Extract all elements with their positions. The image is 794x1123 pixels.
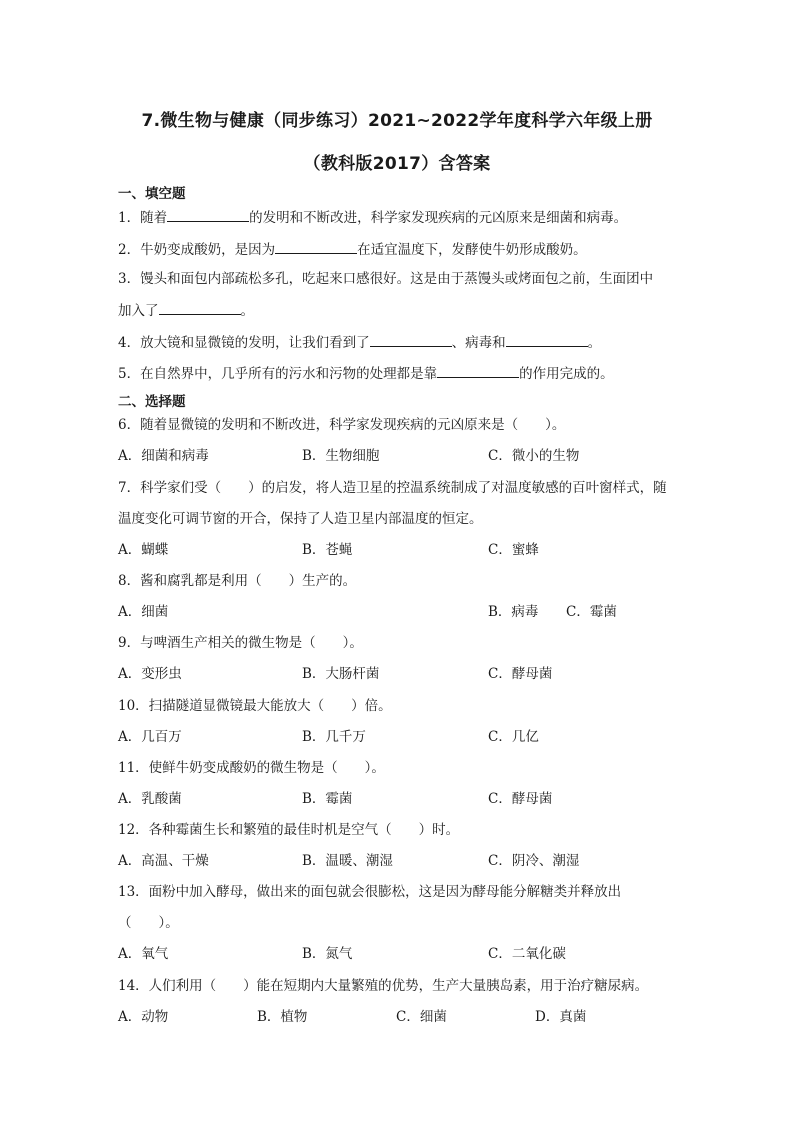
question-7-stem-line-2: 温度变化可调节窗的开合，保持了人造卫星内部温度的恒定。 (118, 511, 483, 527)
question-12-option-b: B．温暖、潮湿 (302, 853, 393, 869)
question-4-text-c: 。 (587, 335, 602, 351)
section-heading-multiple-choice: 二、选择题 (118, 394, 186, 410)
answer-blank (159, 301, 241, 315)
question-13-option-b: B．氮气 (302, 946, 353, 962)
question-13-stem-line-2: （ ）。 (118, 915, 179, 931)
question-3-line-2 (118, 301, 254, 320)
question-6-stem: 6．随着显微镜的发明和不断改进，科学家发现疾病的元凶原来是（ ）。 (118, 417, 566, 433)
question-11-option-b: B．霉菌 (302, 791, 353, 807)
question-10-stem: 10．扫描隧道显微镜最大能放大（ ）倍。 (118, 698, 392, 714)
question-14-option-a: A．动物 (118, 1009, 169, 1025)
question-6-option-c: C．微小的生物 (488, 448, 580, 464)
question-9-option-c: C．酵母菌 (488, 666, 553, 682)
question-5-text-a: 5．在自然界中，几乎所有的污水和污物的处理都是靠 (118, 366, 438, 382)
question-7-option-a: A．蝴蝶 (118, 542, 169, 558)
answer-blank (167, 208, 249, 222)
question-10-option-c: C．几亿 (488, 729, 539, 745)
answer-blank (506, 333, 588, 347)
question-5-text-b: 的作用完成的。 (519, 366, 614, 382)
question-2 (118, 240, 587, 259)
question-9-option-a: A．变形虫 (118, 666, 182, 682)
question-12-stem: 12．各种霉菌生长和繁殖的最佳时机是空气（ ）时。 (118, 822, 460, 838)
question-14-option-b: B．植物 (257, 1009, 308, 1025)
question-8-option-c: C．霉菌 (566, 604, 617, 620)
document-title-line-2: （教科版2017）含答案 (303, 154, 491, 174)
question-8-option-a: A．细菌 (118, 604, 169, 620)
question-2-text-a: 2．牛奶变成酸奶，是因为 (118, 242, 276, 258)
question-13-stem-line-1: 13．面粉中加入酵母，做出来的面包就会很膨松，这是因为酵母能分解糖类并释放出 (118, 884, 622, 900)
document-title-line-1: 7.微生物与健康（同步练习）2021~2022学年度科学六年级上册 (141, 111, 653, 131)
question-8-option-b: B．病毒 (488, 604, 539, 620)
question-4-text-b: 、病毒和 (451, 335, 506, 351)
question-12-option-a: A．高温、干燥 (118, 853, 209, 869)
question-1-text-b: 的发明和不断改进，科学家发现疾病的元凶原来是细菌和病毒。 (249, 210, 628, 226)
question-7-option-c: C．蜜蜂 (488, 542, 539, 558)
question-12-option-c: C．阴冷、潮湿 (488, 853, 580, 869)
question-11-option-a: A．乳酸菌 (118, 791, 182, 807)
question-6-option-a: A．细菌和病毒 (118, 448, 209, 464)
question-14-stem: 14．人们利用（ ）能在短期内大量繁殖的优势，生产大量胰岛素，用于治疗糖尿病。 (118, 978, 649, 994)
section-heading-fill-in: 一、填空题 (118, 186, 186, 202)
question-1 (118, 208, 627, 227)
question-14-option-c: C．细菌 (396, 1009, 447, 1025)
question-8-stem: 8．酱和腐乳都是利用（ ）生产的。 (118, 573, 357, 589)
question-7-stem-line-1: 7．科学家们受（ ）的启发，将人造卫星的控温系统制成了对温度敏感的百叶窗样式，随 (118, 480, 667, 496)
question-14-option-d: D．真菌 (535, 1009, 587, 1025)
question-11-stem: 11．使鲜牛奶变成酸奶的微生物是（ ）。 (118, 760, 385, 776)
question-7-option-b: B．苍蝇 (302, 542, 353, 558)
question-1-text-a: 1．随着 (118, 210, 168, 226)
question-4-text-a: 4．放大镜和显微镜的发明，让我们看到了 (118, 335, 370, 351)
question-9-option-b: B．大肠杆菌 (302, 666, 380, 682)
question-10-option-a: A．几百万 (118, 729, 182, 745)
question-5 (118, 364, 614, 383)
question-3-line-1: 3．馒头和面包内部疏松多孔，吃起来口感很好。这是由于蒸馒头或烤面包之前，生面团中 (118, 271, 654, 287)
question-13-option-a: A．氧气 (118, 946, 169, 962)
question-9-stem: 9．与啤酒生产相关的微生物是（ ）。 (118, 635, 363, 651)
question-3-text-a: 加入了 (118, 303, 159, 319)
question-6-option-b: B．生物细胞 (302, 448, 380, 464)
answer-blank (275, 240, 357, 254)
question-4 (118, 333, 601, 352)
question-13-option-c: C．二氧化碳 (488, 946, 566, 962)
question-11-option-c: C．酵母菌 (488, 791, 553, 807)
question-3-text-b: 。 (240, 303, 254, 319)
answer-blank (370, 333, 452, 347)
answer-blank (437, 364, 519, 378)
question-2-text-b: 在适宜温度下，发酵使牛奶形成酸奶。 (357, 242, 587, 258)
question-10-option-b: B．几千万 (302, 729, 366, 745)
